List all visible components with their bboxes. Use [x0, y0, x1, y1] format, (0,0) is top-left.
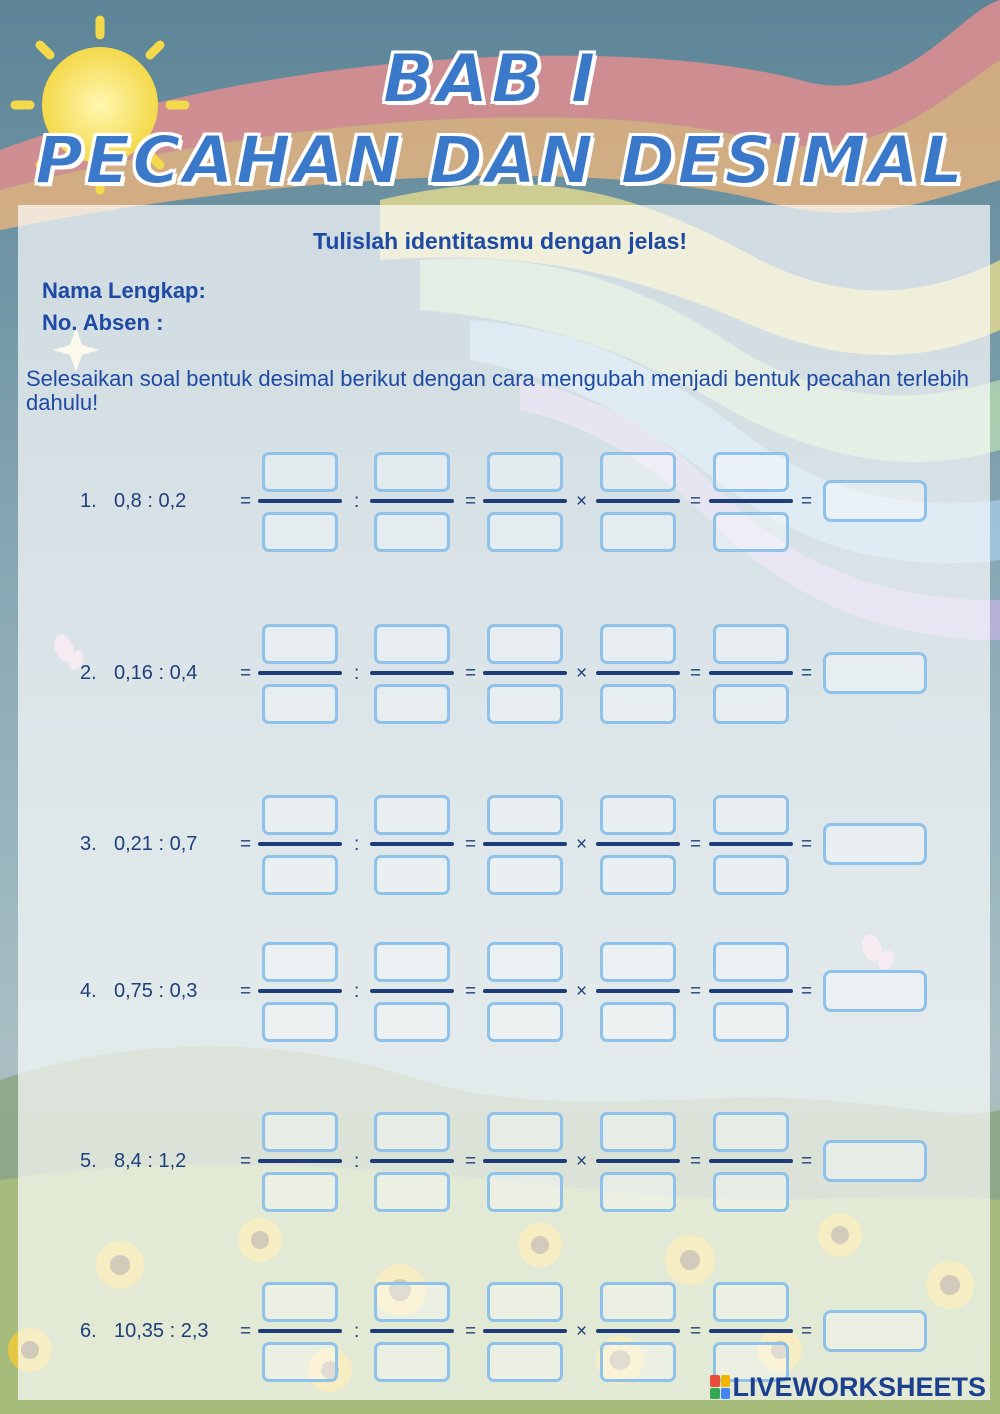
times-sign: ×	[576, 1151, 588, 1172]
fraction-bar	[258, 1329, 342, 1333]
numerator-input[interactable]	[374, 1112, 450, 1152]
denominator-input[interactable]	[374, 1002, 450, 1042]
question-number: 6.	[80, 1320, 97, 1342]
denominator-input[interactable]	[713, 1172, 789, 1212]
fraction-2	[370, 1280, 454, 1384]
numerator-input[interactable]	[600, 452, 676, 492]
fraction-1	[258, 940, 342, 1044]
equals-sign: =	[465, 981, 477, 1002]
question-expression: 0,16 : 0,4	[114, 662, 198, 684]
denominator-input[interactable]	[262, 1172, 338, 1212]
equals-sign: =	[801, 981, 813, 1002]
fraction-bar	[709, 499, 793, 503]
fraction-bar	[258, 1159, 342, 1163]
equals-sign: =	[240, 663, 252, 684]
question-expression: 0,75 : 0,3	[114, 980, 198, 1002]
numerator-input[interactable]	[262, 452, 338, 492]
denominator-input[interactable]	[487, 1342, 563, 1382]
fraction-bar	[596, 989, 680, 993]
fraction-4	[596, 622, 680, 726]
equals-sign: =	[690, 1321, 702, 1342]
fraction-4	[596, 1280, 680, 1384]
fraction-bar	[709, 842, 793, 846]
numerator-input[interactable]	[262, 1282, 338, 1322]
numerator-input[interactable]	[262, 795, 338, 835]
question-row	[0, 1110, 1000, 1214]
page-title-topic: PECAHAN DAN DESIMAL	[34, 122, 966, 199]
equals-sign: =	[801, 1151, 813, 1172]
fraction-bar	[483, 842, 567, 846]
divide-sign: :	[354, 663, 360, 684]
fraction-3	[483, 1110, 567, 1214]
fraction-bar	[483, 671, 567, 675]
fraction-bar	[596, 1329, 680, 1333]
denominator-input[interactable]	[374, 684, 450, 724]
fraction-3	[483, 793, 567, 897]
task-instruction: Selesaikan soal bentuk desimal berikut dengan cara mengubah menjadi bentuk pecahan terlebih dahulu!	[26, 366, 969, 415]
denominator-input[interactable]	[713, 684, 789, 724]
question-number: 3.	[80, 833, 97, 855]
fraction-4	[596, 940, 680, 1044]
fraction-bar	[709, 1159, 793, 1163]
denominator-input[interactable]	[374, 1342, 450, 1382]
fraction-3	[483, 622, 567, 726]
denominator-input[interactable]	[487, 512, 563, 552]
fraction-1	[258, 1110, 342, 1214]
logo-text: LIVEWORKSHEETS	[732, 1371, 986, 1402]
question-number: 5.	[80, 1150, 97, 1172]
numerator-input[interactable]	[487, 942, 563, 982]
fraction-2	[370, 940, 454, 1044]
question-row	[0, 622, 1000, 726]
denominator-input[interactable]	[600, 1172, 676, 1212]
denominator-input[interactable]	[713, 512, 789, 552]
answer-input[interactable]	[823, 823, 927, 865]
numerator-input[interactable]	[487, 1112, 563, 1152]
question-number: 1.	[80, 490, 97, 512]
fraction-1	[258, 622, 342, 726]
question-expression: 10,35 : 2,3	[114, 1320, 209, 1342]
equals-sign: =	[465, 1151, 477, 1172]
fraction-1	[258, 1280, 342, 1384]
numerator-input[interactable]	[713, 942, 789, 982]
denominator-input[interactable]	[262, 684, 338, 724]
question-row	[0, 1280, 1000, 1384]
fraction-5	[709, 622, 793, 726]
times-sign: ×	[576, 981, 588, 1002]
numerator-input[interactable]	[262, 1112, 338, 1152]
numerator-input[interactable]	[374, 795, 450, 835]
fraction-5	[709, 450, 793, 554]
divide-sign: :	[354, 834, 360, 855]
denominator-input[interactable]	[600, 512, 676, 552]
fraction-bar	[258, 671, 342, 675]
denominator-input[interactable]	[713, 855, 789, 895]
denominator-input[interactable]	[487, 1172, 563, 1212]
absen-label: No. Absen :	[42, 310, 164, 335]
name-label: Nama Lengkap:	[42, 278, 206, 303]
fraction-1	[258, 450, 342, 554]
numerator-input[interactable]	[374, 942, 450, 982]
question-row	[0, 940, 1000, 1044]
fraction-5	[709, 940, 793, 1044]
equals-sign: =	[240, 981, 252, 1002]
fraction-bar	[709, 989, 793, 993]
equals-sign: =	[465, 1321, 477, 1342]
denominator-input[interactable]	[713, 1002, 789, 1042]
numerator-input[interactable]	[713, 452, 789, 492]
equals-sign: =	[240, 491, 252, 512]
fraction-5	[709, 793, 793, 897]
numerator-input[interactable]	[487, 1282, 563, 1322]
fraction-bar	[709, 671, 793, 675]
question-expression: 0,21 : 0,7	[114, 833, 198, 855]
fraction-bar	[258, 842, 342, 846]
denominator-input[interactable]	[600, 1002, 676, 1042]
answer-input[interactable]	[823, 480, 927, 522]
numerator-input[interactable]	[713, 795, 789, 835]
fraction-2	[370, 450, 454, 554]
fraction-5	[709, 1280, 793, 1384]
fraction-4	[596, 793, 680, 897]
equals-sign: =	[690, 834, 702, 855]
fraction-bar	[258, 989, 342, 993]
fraction-bar	[483, 1329, 567, 1333]
divide-sign: :	[354, 1321, 360, 1342]
numerator-input[interactable]	[262, 624, 338, 664]
fraction-bar	[709, 1329, 793, 1333]
question-expression: 0,8 : 0,2	[114, 490, 187, 512]
numerator-input[interactable]	[713, 1282, 789, 1322]
answer-input[interactable]	[823, 652, 927, 694]
denominator-input[interactable]	[600, 684, 676, 724]
denominator-input[interactable]	[262, 512, 338, 552]
fraction-bar	[596, 499, 680, 503]
question-row	[0, 450, 1000, 554]
numerator-input[interactable]	[487, 795, 563, 835]
answer-input[interactable]	[823, 970, 927, 1012]
denominator-input[interactable]	[262, 1342, 338, 1382]
fraction-bar	[483, 1159, 567, 1163]
equals-sign: =	[465, 663, 477, 684]
denominator-input[interactable]	[487, 684, 563, 724]
equals-sign: =	[801, 834, 813, 855]
fraction-1	[258, 793, 342, 897]
fraction-bar	[370, 989, 454, 993]
equals-sign: =	[690, 1151, 702, 1172]
numerator-input[interactable]	[487, 452, 563, 492]
numerator-input[interactable]	[713, 1112, 789, 1152]
question-row	[0, 793, 1000, 897]
question-number: 4.	[80, 980, 97, 1002]
numerator-input[interactable]	[262, 942, 338, 982]
divide-sign: :	[354, 981, 360, 1002]
numerator-input[interactable]	[600, 1112, 676, 1152]
denominator-input[interactable]	[374, 1172, 450, 1212]
fraction-bar	[370, 842, 454, 846]
numerator-input[interactable]	[374, 624, 450, 664]
fraction-bar	[596, 1159, 680, 1163]
numerator-input[interactable]	[600, 1282, 676, 1322]
liveworksheets-logo	[710, 1370, 986, 1404]
divide-sign: :	[354, 1151, 360, 1172]
times-sign: ×	[576, 1321, 588, 1342]
times-sign: ×	[576, 491, 588, 512]
denominator-input[interactable]	[262, 1002, 338, 1042]
numerator-input[interactable]	[487, 624, 563, 664]
question-number: 2.	[80, 662, 97, 684]
numerator-input[interactable]	[374, 452, 450, 492]
times-sign: ×	[576, 834, 588, 855]
fraction-bar	[483, 499, 567, 503]
denominator-input[interactable]	[600, 1342, 676, 1382]
denominator-input[interactable]	[487, 1002, 563, 1042]
fraction-2	[370, 1110, 454, 1214]
fraction-bar	[370, 499, 454, 503]
fraction-5	[709, 1110, 793, 1214]
denominator-input[interactable]	[262, 855, 338, 895]
fraction-3	[483, 450, 567, 554]
fraction-bar	[370, 1329, 454, 1333]
equals-sign: =	[240, 1151, 252, 1172]
fraction-2	[370, 793, 454, 897]
fraction-bar	[596, 842, 680, 846]
denominator-input[interactable]	[600, 855, 676, 895]
times-sign: ×	[576, 663, 588, 684]
denominator-input[interactable]	[374, 512, 450, 552]
liveworksheets-icon	[710, 1375, 730, 1399]
equals-sign: =	[801, 663, 813, 684]
fraction-bar	[370, 671, 454, 675]
fraction-bar	[370, 1159, 454, 1163]
question-expression: 8,4 : 1,2	[114, 1150, 187, 1172]
fraction-3	[483, 940, 567, 1044]
numerator-input[interactable]	[713, 624, 789, 664]
answer-input[interactable]	[823, 1310, 927, 1352]
fraction-bar	[258, 499, 342, 503]
equals-sign: =	[465, 491, 477, 512]
equals-sign: =	[801, 491, 813, 512]
fraction-4	[596, 1110, 680, 1214]
numerator-input[interactable]	[600, 624, 676, 664]
equals-sign: =	[801, 1321, 813, 1342]
denominator-input[interactable]	[487, 855, 563, 895]
equals-sign: =	[240, 1321, 252, 1342]
denominator-input[interactable]	[374, 855, 450, 895]
fraction-3	[483, 1280, 567, 1384]
fraction-bar	[483, 989, 567, 993]
fraction-4	[596, 450, 680, 554]
equals-sign: =	[690, 491, 702, 512]
equals-sign: =	[690, 663, 702, 684]
numerator-input[interactable]	[374, 1282, 450, 1322]
divide-sign: :	[354, 491, 360, 512]
identity-instruction: Tulislah identitasmu dengan jelas!	[312, 228, 688, 254]
fraction-bar	[596, 671, 680, 675]
equals-sign: =	[690, 981, 702, 1002]
page-title-chapter: BAB I	[382, 40, 598, 119]
numerator-input[interactable]	[600, 942, 676, 982]
numerator-input[interactable]	[600, 795, 676, 835]
answer-input[interactable]	[823, 1140, 927, 1182]
equals-sign: =	[465, 834, 477, 855]
fraction-2	[370, 622, 454, 726]
equals-sign: =	[240, 834, 252, 855]
